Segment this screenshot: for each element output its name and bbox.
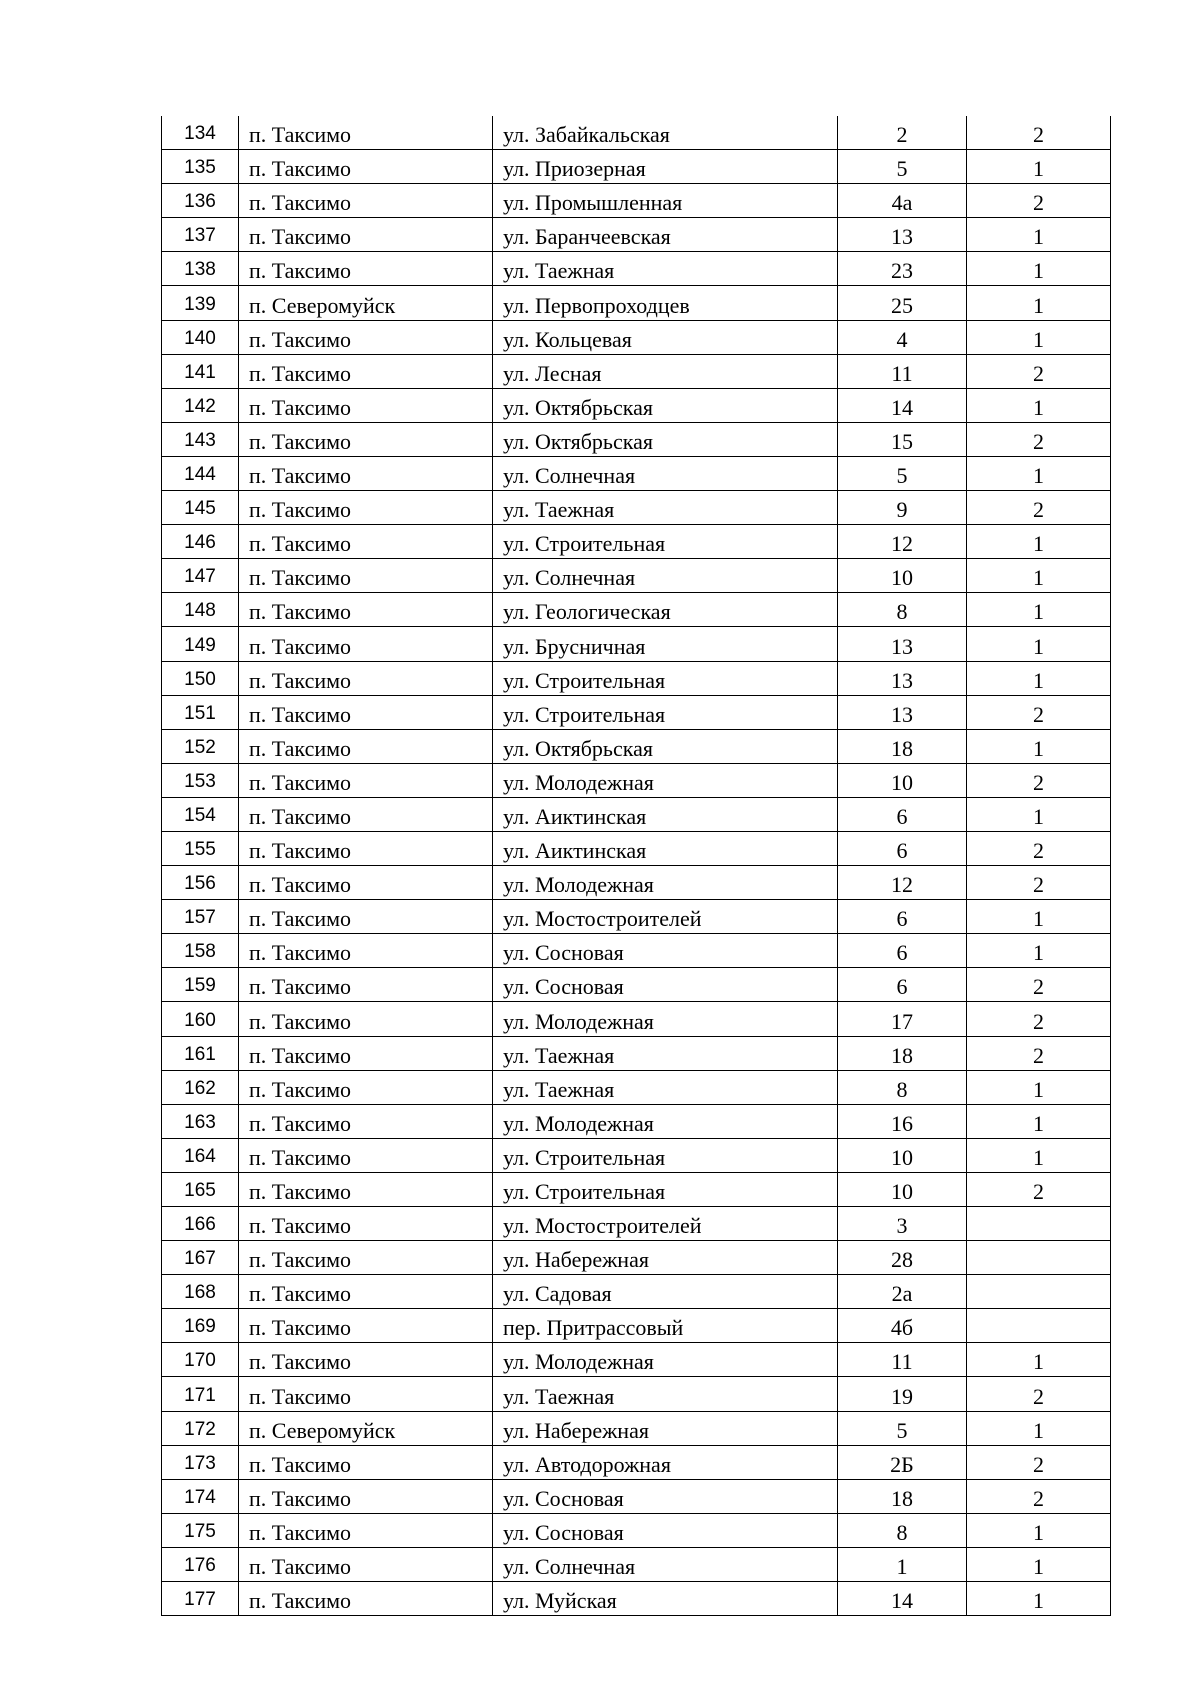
table-row [162, 525, 1111, 559]
settlement-cell: п. Северомуйск [239, 286, 493, 320]
settlement-cell: п. Таксимо [239, 252, 493, 286]
house-number-cell: 6 [838, 797, 967, 831]
house-number-cell: 15 [838, 422, 967, 456]
house-number-cell: 28 [838, 1241, 967, 1275]
row-number-cell: 134 [162, 116, 239, 150]
count-cell: 1 [967, 593, 1111, 627]
row-number-cell: 171 [162, 1377, 239, 1411]
house-number-cell: 13 [838, 218, 967, 252]
table-row [162, 1138, 1111, 1172]
settlement-cell: п. Таксимо [239, 729, 493, 763]
settlement-cell: п. Таксимо [239, 1172, 493, 1206]
settlement-cell: п. Таксимо [239, 218, 493, 252]
street-cell: ул. Забайкальская [493, 116, 838, 150]
table-row [162, 1207, 1111, 1241]
row-number-cell: 153 [162, 763, 239, 797]
table-row [162, 218, 1111, 252]
house-number-cell: 4б [838, 1309, 967, 1343]
house-number-cell: 8 [838, 1070, 967, 1104]
settlement-cell: п. Таксимо [239, 354, 493, 388]
count-cell: 1 [967, 559, 1111, 593]
house-number-cell: 19 [838, 1377, 967, 1411]
row-number-cell: 170 [162, 1343, 239, 1377]
row-number-cell: 174 [162, 1479, 239, 1513]
street-cell: ул. Сосновая [493, 934, 838, 968]
count-cell: 1 [967, 150, 1111, 184]
settlement-cell: п. Таксимо [239, 525, 493, 559]
street-cell: ул. Брусничная [493, 627, 838, 661]
count-cell: 1 [967, 797, 1111, 831]
street-cell: ул. Октябрьская [493, 388, 838, 422]
street-cell: ул. Мостостроителей [493, 900, 838, 934]
street-cell: ул. Баранчеевская [493, 218, 838, 252]
street-cell: ул. Таежная [493, 1070, 838, 1104]
count-cell: 1 [967, 1138, 1111, 1172]
count-cell [967, 1207, 1111, 1241]
row-number-cell: 146 [162, 525, 239, 559]
row-number-cell: 139 [162, 286, 239, 320]
table-row [162, 1172, 1111, 1206]
street-cell: ул. Таежная [493, 252, 838, 286]
table-row [162, 150, 1111, 184]
count-cell: 2 [967, 695, 1111, 729]
settlement-cell: п. Таксимо [239, 1377, 493, 1411]
row-number-cell: 135 [162, 150, 239, 184]
house-number-cell: 4а [838, 184, 967, 218]
street-cell: ул. Молодежная [493, 1104, 838, 1138]
table-row [162, 354, 1111, 388]
row-number-cell: 158 [162, 934, 239, 968]
count-cell: 2 [967, 1445, 1111, 1479]
street-cell: ул. Аиктинская [493, 797, 838, 831]
count-cell: 2 [967, 1172, 1111, 1206]
row-number-cell: 176 [162, 1547, 239, 1581]
row-number-cell: 147 [162, 559, 239, 593]
settlement-cell: п. Таксимо [239, 1138, 493, 1172]
street-cell: ул. Строительная [493, 661, 838, 695]
table-row [162, 1547, 1111, 1581]
row-number-cell: 165 [162, 1172, 239, 1206]
settlement-cell: п. Таксимо [239, 1070, 493, 1104]
row-number-cell: 136 [162, 184, 239, 218]
table-row [162, 1479, 1111, 1513]
street-cell: ул. Набережная [493, 1241, 838, 1275]
table-row [162, 968, 1111, 1002]
settlement-cell: п. Таксимо [239, 695, 493, 729]
count-cell: 2 [967, 491, 1111, 525]
settlement-cell: п. Таксимо [239, 184, 493, 218]
street-cell: ул. Строительная [493, 525, 838, 559]
count-cell: 2 [967, 831, 1111, 865]
street-cell: ул. Сосновая [493, 1479, 838, 1513]
house-number-cell: 3 [838, 1207, 967, 1241]
street-cell: ул. Строительная [493, 1138, 838, 1172]
street-cell: ул. Молодежная [493, 1002, 838, 1036]
street-cell: ул. Геологическая [493, 593, 838, 627]
table-row [162, 1411, 1111, 1445]
table-row [162, 286, 1111, 320]
table-row [162, 661, 1111, 695]
street-cell: ул. Кольцевая [493, 320, 838, 354]
house-number-cell: 6 [838, 900, 967, 934]
house-number-cell: 23 [838, 252, 967, 286]
table-row [162, 1275, 1111, 1309]
street-cell: ул. Таежная [493, 1036, 838, 1070]
count-cell: 2 [967, 184, 1111, 218]
address-table [161, 116, 1111, 1616]
table-row [162, 184, 1111, 218]
street-cell: ул. Таежная [493, 491, 838, 525]
street-cell: ул. Промышленная [493, 184, 838, 218]
street-cell: ул. Таежная [493, 1377, 838, 1411]
settlement-cell: п. Таксимо [239, 116, 493, 150]
row-number-cell: 142 [162, 388, 239, 422]
settlement-cell: п. Таксимо [239, 1547, 493, 1581]
row-number-cell: 173 [162, 1445, 239, 1479]
count-cell: 1 [967, 1547, 1111, 1581]
settlement-cell: п. Таксимо [239, 150, 493, 184]
count-cell: 1 [967, 1582, 1111, 1616]
settlement-cell: п. Таксимо [239, 1479, 493, 1513]
settlement-cell: п. Таксимо [239, 593, 493, 627]
house-number-cell: 10 [838, 763, 967, 797]
row-number-cell: 155 [162, 831, 239, 865]
street-cell: ул. Мостостроителей [493, 1207, 838, 1241]
house-number-cell: 13 [838, 695, 967, 729]
settlement-cell: п. Таксимо [239, 831, 493, 865]
row-number-cell: 169 [162, 1309, 239, 1343]
table-row [162, 559, 1111, 593]
settlement-cell: п. Таксимо [239, 559, 493, 593]
street-cell: ул. Муйская [493, 1582, 838, 1616]
house-number-cell: 17 [838, 1002, 967, 1036]
row-number-cell: 177 [162, 1582, 239, 1616]
count-cell: 1 [967, 456, 1111, 490]
row-number-cell: 148 [162, 593, 239, 627]
table-row [162, 763, 1111, 797]
row-number-cell: 159 [162, 968, 239, 1002]
count-cell: 2 [967, 763, 1111, 797]
table-row [162, 627, 1111, 661]
table-row [162, 1513, 1111, 1547]
street-cell: ул. Молодежная [493, 866, 838, 900]
count-cell: 1 [967, 388, 1111, 422]
table-row [162, 831, 1111, 865]
count-cell: 2 [967, 1002, 1111, 1036]
settlement-cell: п. Таксимо [239, 491, 493, 525]
row-number-cell: 152 [162, 729, 239, 763]
count-cell: 1 [967, 1513, 1111, 1547]
row-number-cell: 150 [162, 661, 239, 695]
table-row [162, 1241, 1111, 1275]
count-cell: 2 [967, 866, 1111, 900]
table-row [162, 1070, 1111, 1104]
settlement-cell: п. Таксимо [239, 627, 493, 661]
count-cell: 1 [967, 320, 1111, 354]
settlement-cell: п. Северомуйск [239, 1411, 493, 1445]
table-row [162, 866, 1111, 900]
row-number-cell: 140 [162, 320, 239, 354]
street-cell: ул. Аиктинская [493, 831, 838, 865]
street-cell: ул. Молодежная [493, 763, 838, 797]
row-number-cell: 151 [162, 695, 239, 729]
house-number-cell: 18 [838, 1479, 967, 1513]
settlement-cell: п. Таксимо [239, 388, 493, 422]
row-number-cell: 154 [162, 797, 239, 831]
count-cell [967, 1309, 1111, 1343]
settlement-cell: п. Таксимо [239, 763, 493, 797]
table-row [162, 388, 1111, 422]
house-number-cell: 6 [838, 934, 967, 968]
street-cell: ул. Солнечная [493, 456, 838, 490]
street-cell: ул. Октябрьская [493, 729, 838, 763]
house-number-cell: 13 [838, 661, 967, 695]
count-cell: 1 [967, 218, 1111, 252]
settlement-cell: п. Таксимо [239, 1445, 493, 1479]
settlement-cell: п. Таксимо [239, 1343, 493, 1377]
row-number-cell: 156 [162, 866, 239, 900]
count-cell: 1 [967, 1411, 1111, 1445]
settlement-cell: п. Таксимо [239, 1207, 493, 1241]
settlement-cell: п. Таксимо [239, 1036, 493, 1070]
count-cell: 2 [967, 116, 1111, 150]
house-number-cell: 10 [838, 1172, 967, 1206]
house-number-cell: 18 [838, 729, 967, 763]
count-cell: 1 [967, 525, 1111, 559]
settlement-cell: п. Таксимо [239, 797, 493, 831]
row-number-cell: 168 [162, 1275, 239, 1309]
row-number-cell: 166 [162, 1207, 239, 1241]
settlement-cell: п. Таксимо [239, 661, 493, 695]
street-cell: ул. Первопроходцев [493, 286, 838, 320]
street-cell: ул. Молодежная [493, 1343, 838, 1377]
street-cell: ул. Набережная [493, 1411, 838, 1445]
count-cell [967, 1241, 1111, 1275]
count-cell: 1 [967, 729, 1111, 763]
house-number-cell: 2Б [838, 1445, 967, 1479]
row-number-cell: 161 [162, 1036, 239, 1070]
table-row [162, 422, 1111, 456]
row-number-cell: 160 [162, 1002, 239, 1036]
table-row [162, 729, 1111, 763]
row-number-cell: 145 [162, 491, 239, 525]
table-row [162, 1582, 1111, 1616]
table-row [162, 1002, 1111, 1036]
row-number-cell: 144 [162, 456, 239, 490]
row-number-cell: 163 [162, 1104, 239, 1138]
row-number-cell: 162 [162, 1070, 239, 1104]
table-row [162, 934, 1111, 968]
table-row [162, 491, 1111, 525]
house-number-cell: 2 [838, 116, 967, 150]
settlement-cell: п. Таксимо [239, 1513, 493, 1547]
settlement-cell: п. Таксимо [239, 320, 493, 354]
house-number-cell: 13 [838, 627, 967, 661]
table-row [162, 695, 1111, 729]
street-cell: ул. Лесная [493, 354, 838, 388]
house-number-cell: 12 [838, 866, 967, 900]
row-number-cell: 172 [162, 1411, 239, 1445]
street-cell: ул. Октябрьская [493, 422, 838, 456]
house-number-cell: 25 [838, 286, 967, 320]
table-row [162, 1104, 1111, 1138]
count-cell: 1 [967, 252, 1111, 286]
count-cell: 1 [967, 661, 1111, 695]
row-number-cell: 175 [162, 1513, 239, 1547]
count-cell [967, 1275, 1111, 1309]
house-number-cell: 11 [838, 354, 967, 388]
count-cell: 1 [967, 286, 1111, 320]
house-number-cell: 6 [838, 968, 967, 1002]
house-number-cell: 1 [838, 1547, 967, 1581]
settlement-cell: п. Таксимо [239, 900, 493, 934]
table-row [162, 1036, 1111, 1070]
count-cell: 1 [967, 934, 1111, 968]
settlement-cell: п. Таксимо [239, 866, 493, 900]
house-number-cell: 8 [838, 593, 967, 627]
house-number-cell: 8 [838, 1513, 967, 1547]
row-number-cell: 157 [162, 900, 239, 934]
row-number-cell: 137 [162, 218, 239, 252]
table-row [162, 116, 1111, 150]
count-cell: 2 [967, 1479, 1111, 1513]
row-number-cell: 167 [162, 1241, 239, 1275]
house-number-cell: 12 [838, 525, 967, 559]
count-cell: 2 [967, 1036, 1111, 1070]
house-number-cell: 14 [838, 1582, 967, 1616]
street-cell: ул. Автодорожная [493, 1445, 838, 1479]
count-cell: 2 [967, 422, 1111, 456]
count-cell: 2 [967, 354, 1111, 388]
house-number-cell: 10 [838, 1138, 967, 1172]
address-table-body [162, 116, 1111, 1616]
settlement-cell: п. Таксимо [239, 1309, 493, 1343]
house-number-cell: 2а [838, 1275, 967, 1309]
count-cell: 1 [967, 1070, 1111, 1104]
settlement-cell: п. Таксимо [239, 1002, 493, 1036]
settlement-cell: п. Таксимо [239, 1241, 493, 1275]
row-number-cell: 164 [162, 1138, 239, 1172]
table-row [162, 797, 1111, 831]
table-row [162, 1445, 1111, 1479]
count-cell: 1 [967, 1104, 1111, 1138]
table-row [162, 320, 1111, 354]
count-cell: 1 [967, 900, 1111, 934]
house-number-cell: 5 [838, 150, 967, 184]
street-cell: ул. Приозерная [493, 150, 838, 184]
house-number-cell: 5 [838, 456, 967, 490]
street-cell: ул. Строительная [493, 1172, 838, 1206]
house-number-cell: 18 [838, 1036, 967, 1070]
house-number-cell: 11 [838, 1343, 967, 1377]
count-cell: 2 [967, 1377, 1111, 1411]
row-number-cell: 149 [162, 627, 239, 661]
street-cell: ул. Строительная [493, 695, 838, 729]
table-row [162, 1377, 1111, 1411]
settlement-cell: п. Таксимо [239, 422, 493, 456]
settlement-cell: п. Таксимо [239, 1104, 493, 1138]
settlement-cell: п. Таксимо [239, 1275, 493, 1309]
count-cell: 2 [967, 968, 1111, 1002]
house-number-cell: 10 [838, 559, 967, 593]
house-number-cell: 4 [838, 320, 967, 354]
house-number-cell: 14 [838, 388, 967, 422]
row-number-cell: 143 [162, 422, 239, 456]
table-row [162, 1309, 1111, 1343]
house-number-cell: 9 [838, 491, 967, 525]
street-cell: ул. Сосновая [493, 1513, 838, 1547]
street-cell: ул. Садовая [493, 1275, 838, 1309]
table-row [162, 593, 1111, 627]
street-cell: ул. Солнечная [493, 559, 838, 593]
street-cell: пер. Притрассовый [493, 1309, 838, 1343]
settlement-cell: п. Таксимо [239, 456, 493, 490]
count-cell: 1 [967, 1343, 1111, 1377]
settlement-cell: п. Таксимо [239, 1582, 493, 1616]
house-number-cell: 16 [838, 1104, 967, 1138]
table-row [162, 1343, 1111, 1377]
table-row [162, 456, 1111, 490]
street-cell: ул. Солнечная [493, 1547, 838, 1581]
settlement-cell: п. Таксимо [239, 934, 493, 968]
house-number-cell: 5 [838, 1411, 967, 1445]
row-number-cell: 141 [162, 354, 239, 388]
street-cell: ул. Сосновая [493, 968, 838, 1002]
house-number-cell: 6 [838, 831, 967, 865]
count-cell: 1 [967, 627, 1111, 661]
table-row [162, 900, 1111, 934]
table-row [162, 252, 1111, 286]
settlement-cell: п. Таксимо [239, 968, 493, 1002]
row-number-cell: 138 [162, 252, 239, 286]
